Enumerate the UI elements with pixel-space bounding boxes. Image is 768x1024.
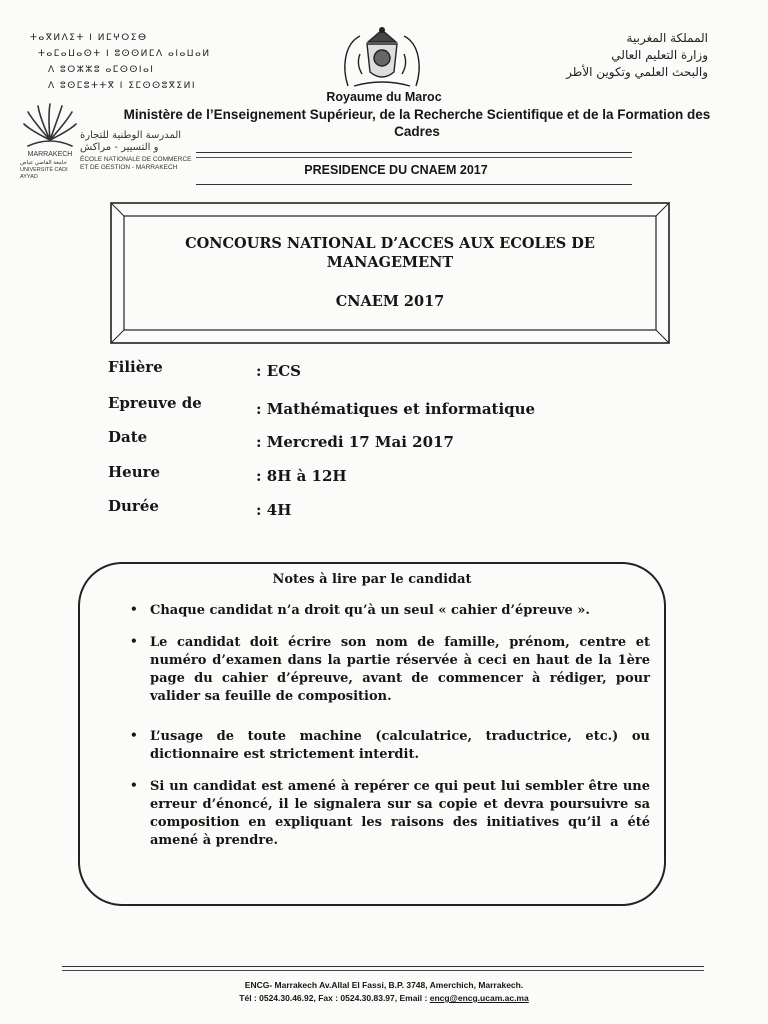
note-item: Si un candidat est amené à repérer ce qui peut lui sembler être une erreur d’énoncé, il le signalera sur sa copie et devra poursuivre sa composition en expliquant les raisons des initiatives qu’il a été amené à prendre. (150, 779, 650, 848)
presidence-title: PRESIDENCE DU CNAEM 2017 (304, 163, 488, 177)
arabic-line: والبحث العلمي وتكوين الأطر (566, 65, 708, 79)
note-item: Chaque candidat n’a droit qu’à un seul « cahier d’épreuve ». (150, 603, 590, 618)
tifinagh-line: ⵜⴰⴳⵍⴷⵉⵜ ⵏ ⵍⵎⵖⵔⵉⴱ (30, 33, 148, 43)
encg-latin-line: ÉCOLE NATIONALE DE COMMERCE (80, 156, 192, 163)
info-value-heure: : 8H à 12H (256, 467, 347, 485)
arabic-line: المملكة المغربية (626, 31, 708, 45)
info-label-date: Date (108, 428, 148, 446)
bullet-icon: • (130, 602, 138, 616)
divider (196, 184, 632, 185)
tifinagh-header (30, 30, 260, 94)
university-line: UNIVERSITÉ CADI AYYAD (20, 167, 68, 180)
ministry-line: Cadres (394, 124, 440, 139)
exam-title-line: MANAGEMENT (326, 254, 454, 271)
bullet-icon: • (130, 778, 138, 792)
info-value-date: : Mercredi 17 Mai 2017 (256, 433, 454, 451)
bullet-icon: • (130, 634, 138, 648)
encg-latin-line: ET DE GESTION - MARRAKECH (80, 164, 178, 171)
arabic-header (566, 30, 708, 81)
ministry-title (112, 106, 722, 140)
encg-arabic-line: و التسيير - مراكش (80, 142, 159, 153)
exam-title (120, 234, 660, 272)
note-item: Le candidat doit écrire son nom de famille, prénom, centre et numéro d’examen dans la partie réservée à ceci en haut de la 1ère page du cahier d’épreuve, avant de commencer à rédiger, pour valider sa feuille de composition. (150, 635, 650, 704)
info-label-heure: Heure (108, 463, 161, 481)
arabic-line: وزارة التعليم العالي (611, 48, 708, 62)
info-value-duree: : 4H (256, 501, 292, 519)
royal-emblem-icon (334, 24, 430, 90)
exam-subtitle: CNAEM 2017 (335, 293, 445, 310)
divider (196, 157, 632, 158)
info-value-filiere: : ECS (256, 362, 301, 380)
tifinagh-line: ⴷ ⵓⵙⵎⵓⵜⵜⴳ ⵏ ⵉⵎⵙⵙⵓⴳⵉⵍⵏ (48, 81, 196, 91)
info-label-epreuve: Epreuve de (108, 394, 202, 412)
footer-divider (62, 970, 704, 971)
title-frame (110, 202, 670, 344)
tifinagh-line: ⴷ ⵓⵔⵣⵣⵓ ⴰⵎⵙⵙⵏⴰⵏ (48, 65, 155, 75)
notes-title: Notes à lire par le candidat (272, 572, 472, 587)
bullet-icon: • (130, 728, 138, 742)
footer-contact-text: Tél : 0524.30.46.92, Fax : 0524.30.83.97, Email : (239, 993, 430, 1003)
info-label-duree: Durée (108, 497, 159, 515)
university-line: جامعة القاضي عياض (20, 160, 67, 166)
encg-arabic-line: المدرسة الوطنية للتجارة (80, 130, 182, 141)
encg-logo-text: MARRAKECH (27, 151, 73, 158)
ministry-line: Ministère de l’Enseignement Supérieur, de la Recherche Scientifique et de la Formation des (123, 107, 711, 122)
divider (196, 152, 632, 153)
exam-title-line: CONCOURS NATIONAL D’ACCES AUX ECOLES DE (185, 235, 595, 252)
info-value-epreuve: : Mathématiques et informatique (256, 400, 536, 418)
tifinagh-line: ⵜⴰⵎⴰⵡⴰⵙⵜ ⵏ ⵓⵙⵙⵍⵎⴷ ⴰⵏⴰⵡⴰⵍ (38, 49, 211, 59)
footer-address: ENCG- Marrakech Av.Allal El Fassi, B.P. 3748, Amerchich, Marrakech. (244, 980, 524, 990)
footer-contact (0, 993, 768, 1003)
kingdom-title: Royaume du Maroc (326, 90, 442, 104)
email-link[interactable]: encg@encg.ucam.ac.ma (429, 993, 529, 1003)
encg-arabic-name (80, 130, 181, 154)
info-label-filiere: Filière (108, 358, 163, 376)
note-item: L’usage de toute machine (calculatrice, traductrice, etc.) ou dictionnaire est strictement interdit. (150, 729, 650, 762)
footer-divider (62, 966, 704, 967)
